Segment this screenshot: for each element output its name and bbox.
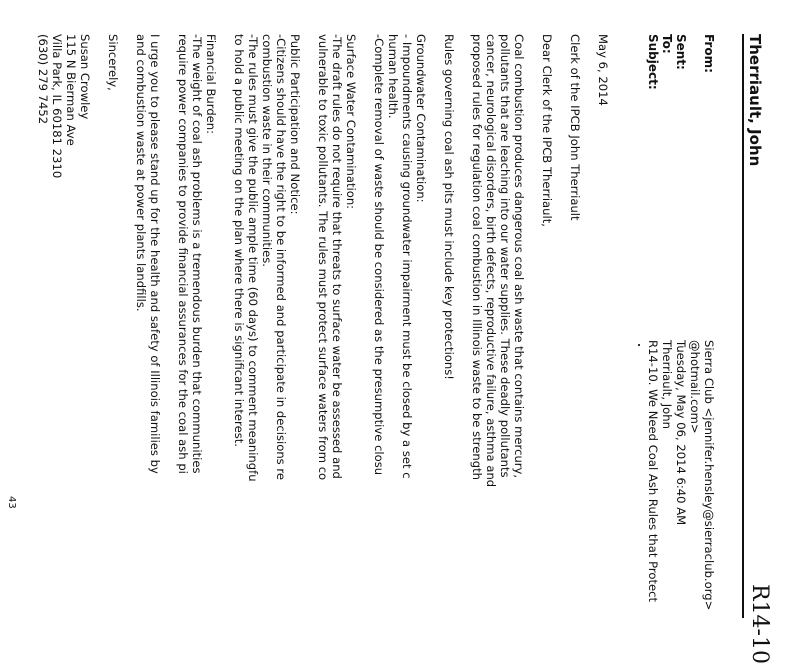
participation-line: combustion waste in their communities. <box>260 34 274 267</box>
groundwater-line: human health. <box>386 34 400 119</box>
subject-label: Subject: <box>646 34 660 90</box>
signature-city: Villa Park, IL 60181 2310 <box>50 34 64 179</box>
signature-phone: (630) 279 7452 <box>36 34 50 125</box>
signature-address: 115 N Bierman Ave <box>64 34 78 146</box>
from-value: Sierra Club <jennifer.hensley@sierraclub.org> <box>702 340 716 611</box>
intro-line: Coal combustion produces dangerous coal ash waste that contains mercury, <box>512 34 526 479</box>
intro-line: cancer, neurological disorders, birth defects, reproductive failure, asthma and <box>484 34 498 488</box>
financial-line: -The weight of coal ash problems is a tremendous burden that communities <box>190 34 204 474</box>
letter-salutation: Dear Clerk of the IPCB Therriault, <box>540 34 554 227</box>
docket-mark: R14-10 <box>747 584 772 664</box>
sent-label: Sent: <box>674 34 688 70</box>
to-value: Therriault, John <box>660 340 674 429</box>
closing-line: I urge you to please stand up for the health and safety of Illinois families by <box>148 34 162 474</box>
surface-heading: Surface Water Contamination: <box>344 34 358 210</box>
participation-line: to hold a public meeting on the plan where there is significant interest. <box>232 34 246 447</box>
rules-line: Rules governing coal ash pits must include key protections! <box>442 34 456 380</box>
header-name: Therriault, John <box>746 34 764 167</box>
to-label: To: <box>660 34 674 54</box>
signature-name: Susan Crowley <box>78 34 92 120</box>
from-label: From: <box>702 34 716 73</box>
groundwater-line: - Impoundments causing groundwater impairment must be closed by a set c <box>400 34 414 479</box>
surface-line: -The draft rules do not require that threats to surface water be assessed and <box>330 34 344 479</box>
financial-heading: Financial Burden: <box>204 34 218 135</box>
participation-heading: Public Participation and Notice: <box>288 34 302 215</box>
participation-line: -Citizens should have the right to be informed and participate in decisions re <box>274 34 288 481</box>
intro-line: proposed rules for regulation coal combustion in Illinois waste to be strength <box>470 34 484 480</box>
subject-value: R14-10. We Need Coal Ash Rules that Protect <box>646 340 660 603</box>
participation-line: -The rules must give the public ample time (60 days) to comment meaningfu <box>246 34 260 482</box>
letter-date: May 6, 2014 <box>596 34 610 106</box>
financial-line: require power companies to provide financial assurances for the coal ash pi <box>176 34 190 474</box>
groundwater-line: -Complete removal of waste should be considered as the presumptive closu <box>372 34 386 476</box>
sent-value: Tuesday, May 06, 2014 6:40 AM <box>674 340 688 526</box>
groundwater-heading: Groundwater Contamination: <box>414 34 428 203</box>
intro-line: pollutants that are leaching into our water supplies. These deadly pollutants <box>498 34 512 478</box>
page-number: 43 <box>6 496 17 509</box>
from-value-continued: @hotmail.com> <box>688 340 702 434</box>
surface-line: vulnerable to toxic pollutants. The rules must protect surface waters from co <box>316 34 330 481</box>
closing-line: and combustion waste at power plants landfills. <box>134 34 148 312</box>
letter-recipient: Clerk of the IPCB John Therriault <box>568 34 582 221</box>
signoff: Sincerely, <box>106 34 120 91</box>
scan-speck <box>638 344 640 346</box>
header-rule <box>742 34 744 618</box>
